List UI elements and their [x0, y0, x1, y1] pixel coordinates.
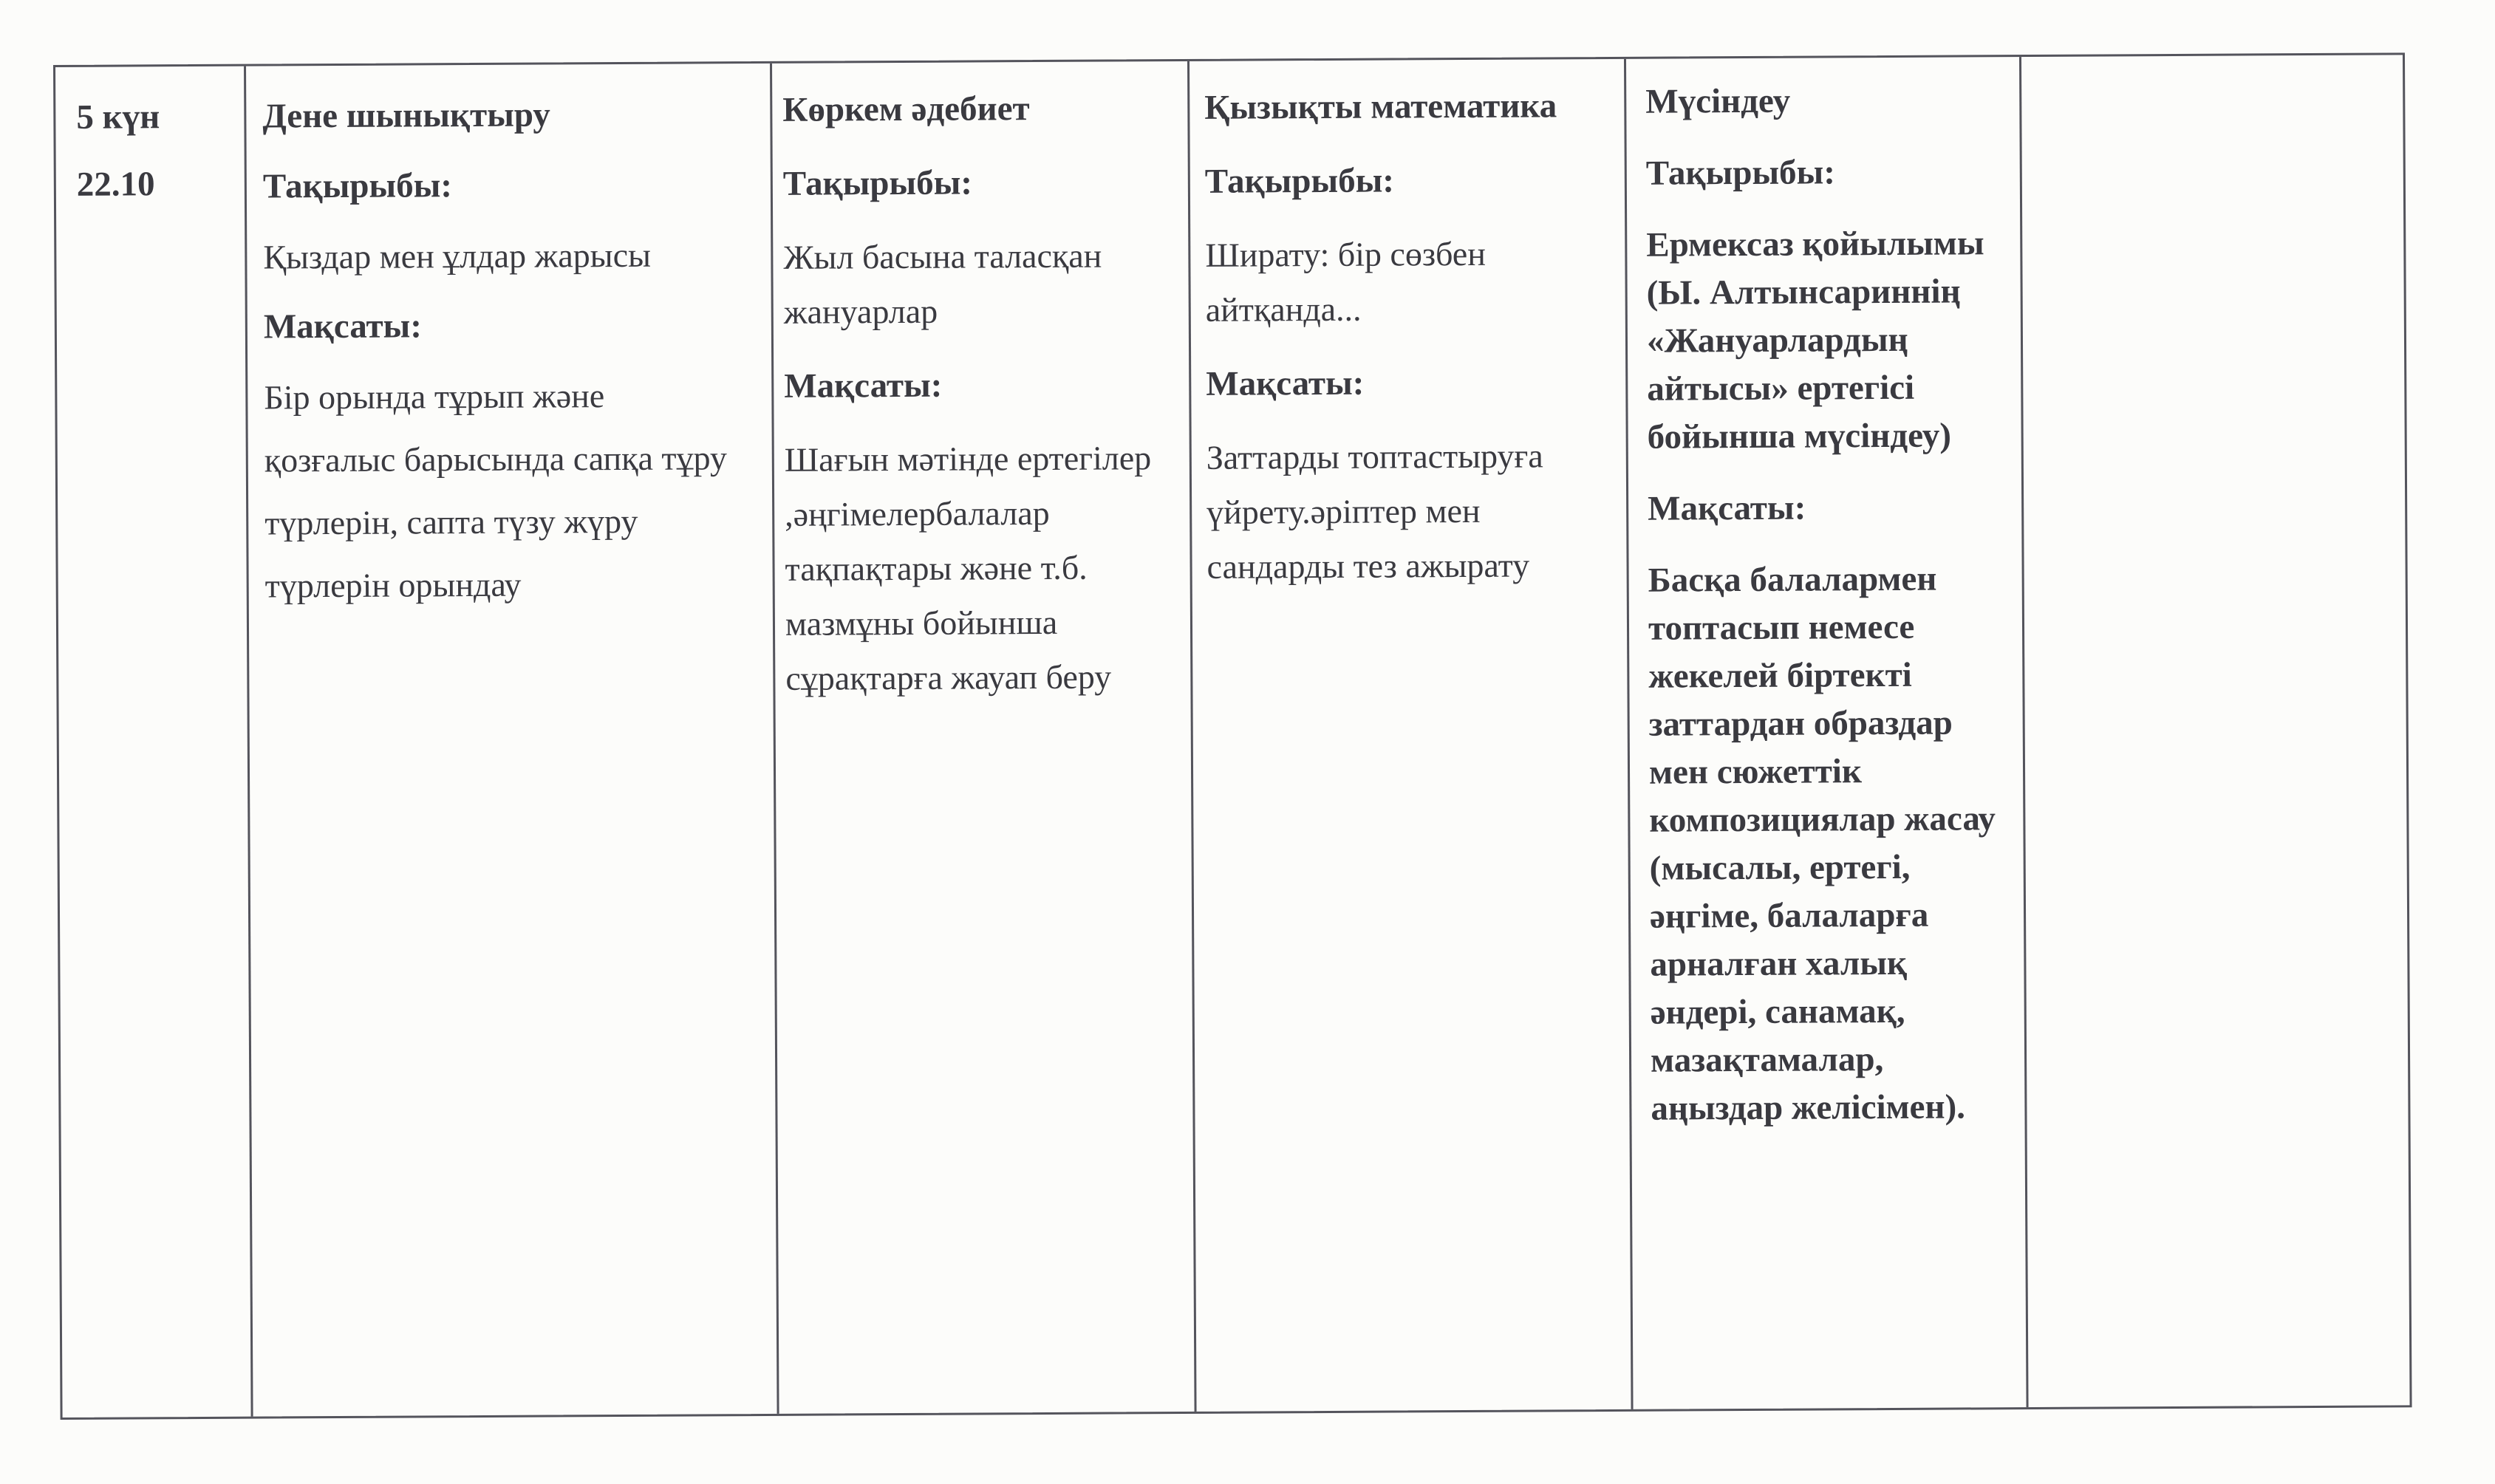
day-date: 22.10	[76, 165, 155, 204]
topic-text: Жыл басына таласқан жануарлар	[783, 236, 1102, 331]
table-cell-math	[1190, 59, 1634, 1412]
table-cell-day	[55, 66, 253, 1418]
topic-label: Тақырыбы:	[782, 163, 973, 203]
goal-text: Бір орында тұрып және қозғалыс барысында сапқа тұру түрлерін, сапта түзу жүру түрлерін орындау	[264, 377, 728, 605]
topic-label: Тақырыбы:	[1645, 153, 1836, 193]
goal-text: Заттарды топтастыруға үйрету.әріптер мен сандарды тез ажырату	[1206, 437, 1543, 586]
goal-text: Басқа балалармен топтасып немесе жекелей біртекті заттардан образдар мен сюжеттік композициялар жасау (мысалы, ертегі, әңгіме, балаларға арналған халық әндері, санамақ, мазақтамалар, аңыздар желісімен).	[1648, 559, 1996, 1128]
topic-label: Тақырыбы:	[262, 166, 453, 206]
goal-text: Шағын мәтінде ертегілер ,әңгімелербалалар тақпақтары және т.б. мазмұны бойынша сұрақтарға жауап беру	[784, 439, 1152, 697]
day-number: 5 күн	[76, 98, 160, 137]
table-cell-sculpting	[1626, 57, 2029, 1409]
goal-label: Мақсаты:	[263, 307, 423, 346]
table-cell-physical-education	[246, 64, 779, 1417]
subject-title: Қызықты математика	[1204, 86, 1557, 127]
table-cell-literature	[772, 61, 1197, 1414]
goal-label: Мақсаты:	[1206, 363, 1365, 403]
table-cell-empty	[2021, 55, 2410, 1407]
subject-title: Мүсіндеу	[1645, 81, 1791, 121]
subject-title: Дене шынықтыру	[262, 95, 550, 136]
topic-text: Ширату: бір сөзбен айтқанда...	[1205, 234, 1487, 329]
subject-title: Көркем әдебиет	[782, 89, 1030, 129]
lesson-plan-table	[53, 52, 2412, 1420]
topic-text: Қыздар мен ұлдар жарысы	[263, 236, 652, 276]
topic-text: Ермексаз қойылымы (Ы. Алтынсариннің «Жануарлардың айтысы» ертегісі бойынша мүсіндеу)	[1646, 224, 1984, 457]
topic-label: Тақырыбы:	[1204, 161, 1395, 201]
goal-label: Мақсаты:	[784, 366, 943, 406]
goal-label: Мақсаты:	[1648, 488, 1806, 528]
